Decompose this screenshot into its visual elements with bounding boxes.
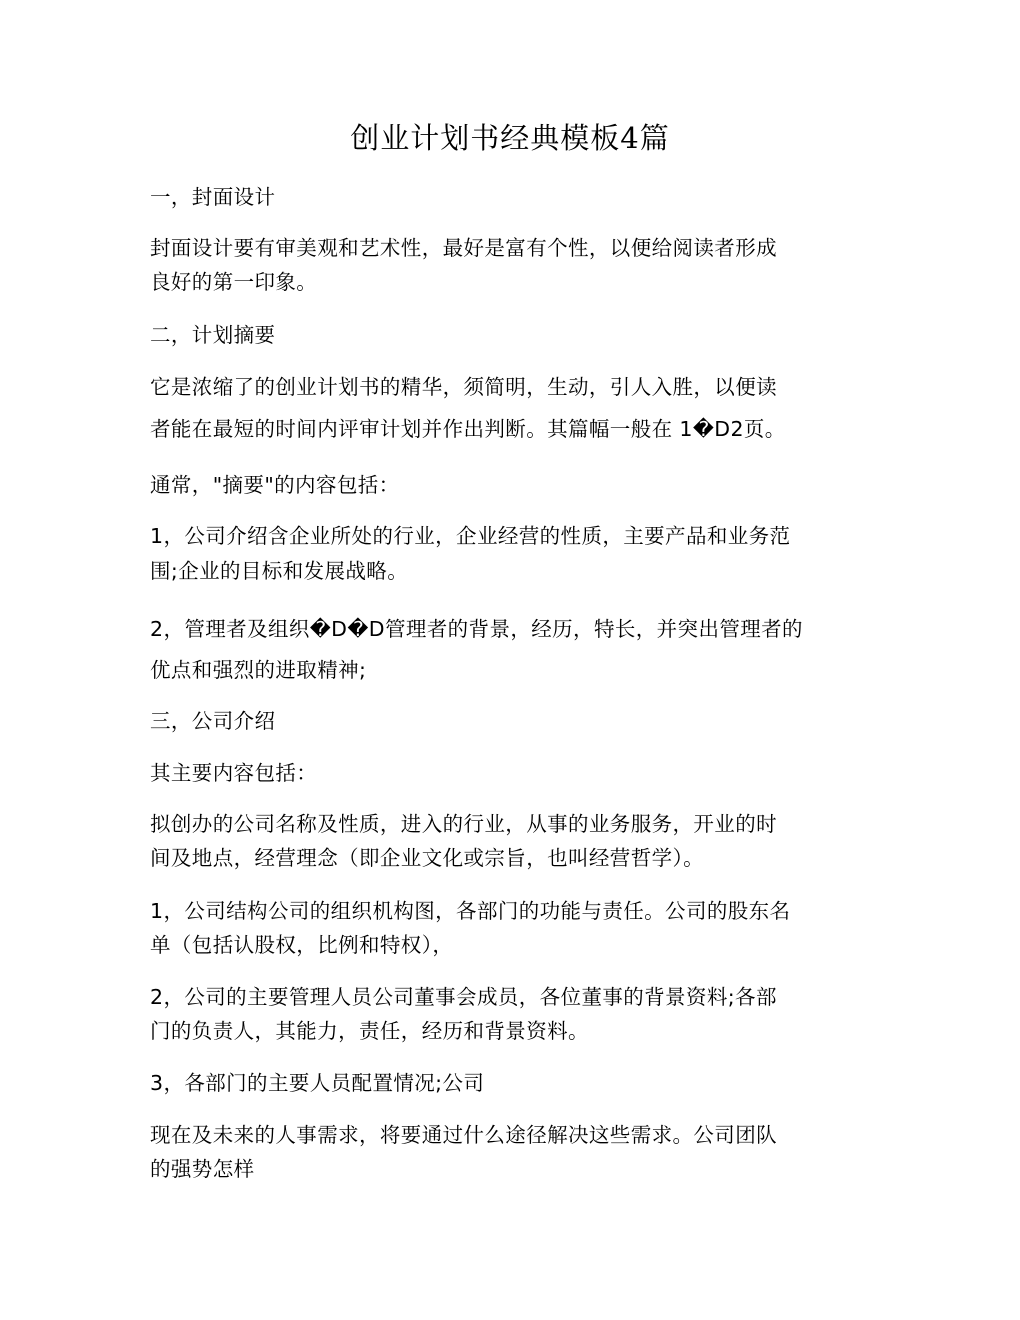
paragraph-line: 良好的第一印象。: [150, 270, 318, 294]
paragraph-line: 的强势怎样: [150, 1157, 255, 1181]
document-title: 创业计划书经典模板4篇: [350, 121, 670, 155]
list-item-line: 门的负责人，其能力，责任，经历和背景资料。: [150, 1019, 589, 1043]
list-item-line: 优点和强烈的进取精神;: [150, 658, 367, 682]
paragraph-line: 拟创办的公司名称及性质，进入的行业，从事的业务服务，开业的时: [150, 812, 777, 836]
list-item-line: 1，公司结构公司的组织机构图，各部门的功能与责任。公司的股东名: [150, 899, 791, 923]
paragraph-line: 它是浓缩了的创业计划书的精华，须简明，生动，引人入胜，以便读: [150, 375, 777, 399]
paragraph-line: 通常，"摘要"的内容包括：: [150, 473, 400, 497]
list-item-line: 单（包括认股权，比例和特权），: [150, 933, 454, 957]
list-item-line: 2，公司的主要管理人员公司董事会成员，各位董事的背景资料;各部: [150, 985, 777, 1009]
section-heading-plan-summary: 二，计划摘要: [150, 323, 276, 347]
list-item-line: 围;企业的目标和发展战略。: [150, 559, 409, 583]
list-item-line: 2，管理者及组织�D�D管理者的背景，经历，特长，并突出管理者的: [150, 617, 803, 641]
paragraph-line: 现在及未来的人事需求，将要通过什么途径解决这些需求。公司团队: [150, 1123, 777, 1147]
list-item-line: 3，各部门的主要人员配置情况;公司: [150, 1071, 485, 1095]
section-heading-cover-design: 一，封面设计: [150, 185, 276, 209]
paragraph-line: 其主要内容包括：: [150, 761, 318, 785]
paragraph-line: 间及地点，经营理念（即企业文化或宗旨，也叫经营哲学）。: [150, 846, 705, 870]
paragraph-line: 者能在最短的时间内评审计划并作出判断。其篇幅一般在 1�D2页。: [150, 417, 786, 441]
list-item-line: 1，公司介绍含企业所处的行业，企业经营的性质，主要产品和业务范: [150, 524, 791, 548]
section-heading-company-intro: 三，公司介绍: [150, 709, 276, 733]
paragraph-line: 封面设计要有审美观和艺术性，最好是富有个性，以便给阅读者形成: [150, 236, 777, 260]
